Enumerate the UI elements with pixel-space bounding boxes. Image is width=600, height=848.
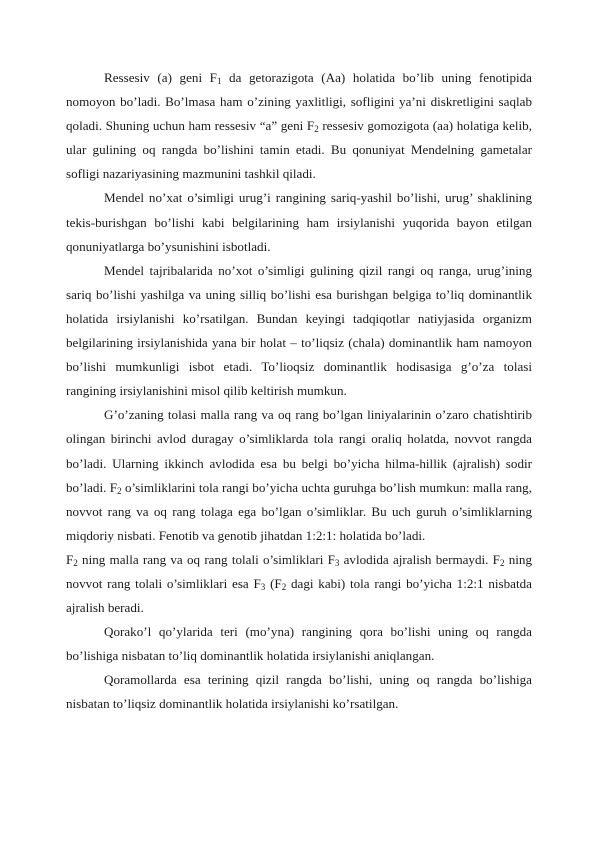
subscript: 2 [117, 485, 122, 496]
paragraph-1: Ressesiv (a) geni $F_1$ da getorazigota (Aa) holatida bo’lib uning fenotipida nomoyon bo’ladi. Bo’lmasa ham o’zining yaxlitligi, sofligini ya’ni diskretligini saqlab qoladi. Shuning uchun ham ressesiv “a” geni $F_2$ ressesiv gomozigota (aa) holatiga kelib, ular gulining oq rangda bo’lishini tamin etadi. Bu qonuniyat Mendelning gametalar sofligi nazariyasining mazmunini tashkil qiladi. [66, 70, 533, 182]
paragraph-2: Mendel no’xat o’simligi urug’i rangining sariq-yashil bo’lishi, urug’ shaklining tekis-burishgan bo’lishi kabi belgilarining ham irsiylanishi yuqorida bayon etilgan qonuniyatlarga bo’ysunishini isbotladi. [66, 190, 532, 254]
paragraph-4: G’o’zaning tolasi malla rang va oq rang bo’lgan liniyalarinin o’zaro chatishtirib olingan birinchi avlod duragay o’simliklarda tola rangi oraliq holatda, novvot rangda bo’ladi. Ularning ikkinch avlodida esa bu belgi bo’yicha hilma-hillik (ajralish) sodir bo’ladi. $F_2$ o’simliklarini tola rangi bo’yicha uchta guruhga bo’lish mumkun: malla rang, novvot rang va oq rang tolaga ega bo’lgan o’simliklar. Bu uch guruh o’simliklarning miqdoriy nisbati. Fenotib va genotib jihatdan 1:2:1: holatida bo’ladi. [66, 407, 533, 543]
subscript: 3 [260, 581, 266, 592]
subscript: 2 [499, 557, 505, 568]
subscript: 3 [334, 557, 340, 568]
subscript: 1 [216, 76, 222, 86]
subscript: 2 [314, 124, 319, 135]
paragraph-5: $F_2$ ning malla rang va oq rang tolali o’simliklari $F_3$ avlodida ajralish bermaydi. $F_2$ ning novvot rang tolali o’simliklari esa $F_3$ ($F_2$ dagi kabi) tola rangi bo’yicha 1:2:1 nisbatda ajralish beradi. [66, 551, 532, 616]
paragraph-6: Qorako’l qo’ylarida teri (mo’yna) rangining qora bo’lishi uning oq rangda bo’lishiga nisbatan to’liq dominantlik holatida irsiylanishi aniqlangan. [66, 624, 532, 664]
subscript: 2 [281, 581, 287, 592]
paragraph-3: Mendel tajribalarida no’xot o’simligi gulining qizil rangi oq ranga, urug’ining sariq bo’lishi yashilga va uning silliq bo’lishi esa burishgan belgiga to’liq dominantlik holatida irsiylanishi ko’rsatilgan. Bundan keyingi tadqiqotlar natiyjasida organizm belgilarining irsiylanishida yana bir holat – to’liqsiz (chala) dominantlik ham namoyon bo’lishi mumkunligi isbot etadi. To’lioqsiz dominantlik hodisasiga g’o’za tolasi rangining irsiylanishini misol qilib keltirish mumkun. [66, 262, 532, 399]
paragraph-7: Qoramollarda esa terining qizil rangda bo’lishi, uning oq rangda bo’lishiga nisbatan to’liqsiz dominantlik holatida irsiylanishi ko’rsatilgan. [66, 672, 532, 712]
subscript: 2 [73, 557, 78, 568]
